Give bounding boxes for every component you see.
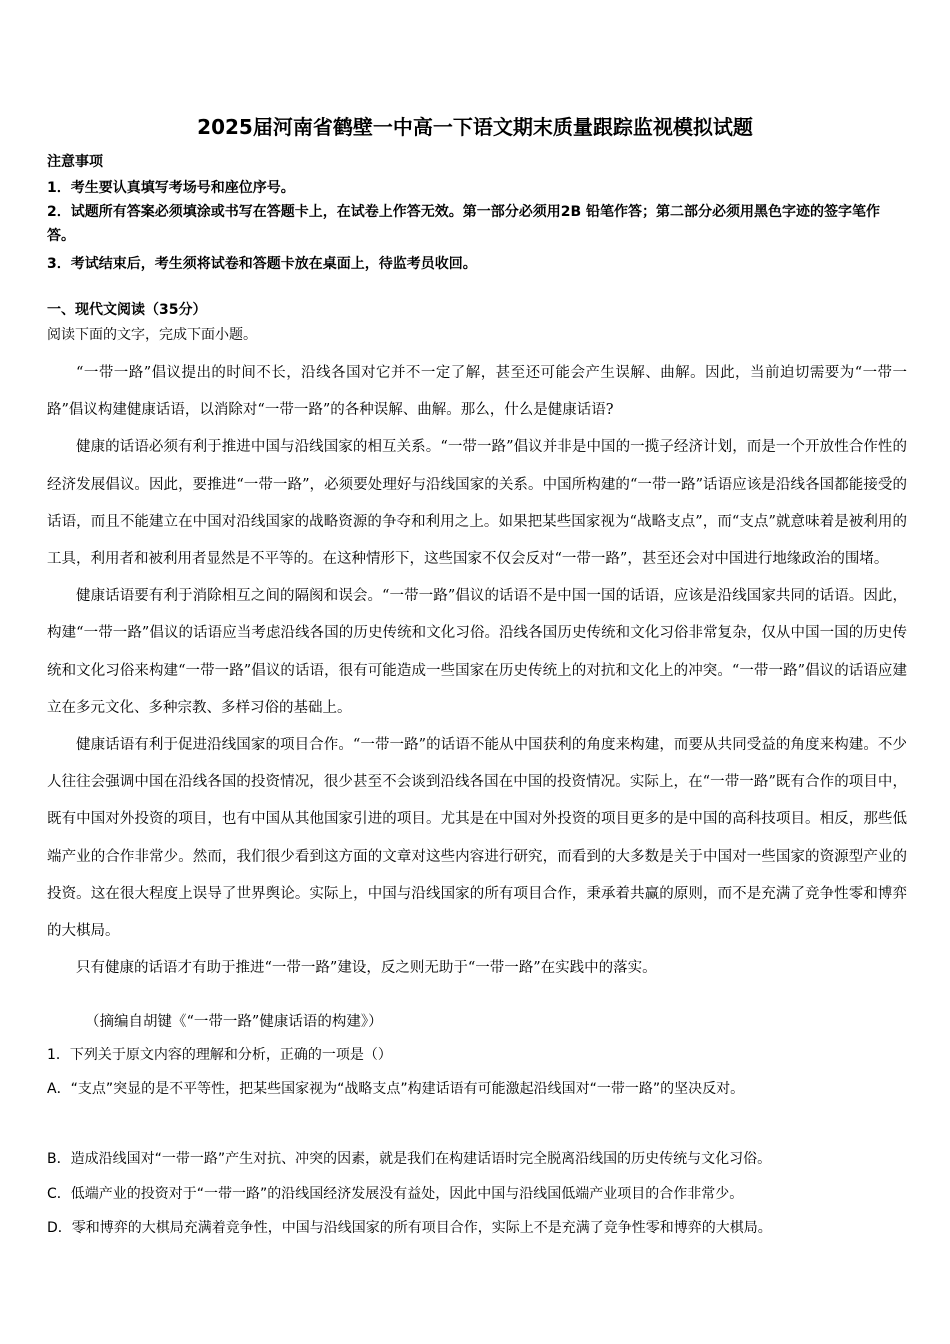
notice-item: 2．试题所有答案必须填涂或书写在答题卡上，在试卷上作答无效。第一部分必须用2B 铅笔作答；第二部分必须用黑色字迹的签字笔作答。 <box>47 204 881 244</box>
question-stem: 1．下列关于原文内容的理解和分析，正确的一项是（） <box>47 1047 392 1063</box>
section-heading: 一、现代文阅读（35分） <box>47 302 207 318</box>
passage-paragraph: 健康话语要有利于消除相互之间的隔阂和误会。“一带一路”倡议的话语不是中国一国的话语，应该是沿线国家共同的话语。因此，构建“一带一路”倡议的话语应当考虑沿线各国的历史传统和文化习俗。沿线各国历史传统和文化习俗非常复杂，仅从中国一国的历史传统和文化习俗来构建“一带一路”倡议的话语，很有可能造成一些国家在历史传统上的对抗和文化上的冲突。“一带一路”倡议的话语应建立在多元文化、多种宗教、多样习俗的基础上。 <box>47 588 907 716</box>
question-option-d: D．零和博弈的大棋局充满着竞争性，中国与沿线国家的所有项目合作，实际上不是充满了竞争性零和博弈的大棋局。 <box>47 1220 772 1236</box>
passage-paragraph: 只有健康的话语才有助于推进“一带一路”建设，反之则无助于“一带一路”在实践中的落实。 <box>76 960 657 977</box>
question-option-a: A．“支点”突显的是不平等性，把某些国家视为“战略支点”构建话语有可能激起沿线国对“一带一路”的坚决反对。 <box>47 1081 745 1097</box>
passage-paragraph: 健康话语有利于促进沿线国家的项目合作。“一带一路”的话语不能从中国获利的角度来构建，而要从共同受益的角度来构建。不少人往往会强调中国在沿线各国的投资情况，很少甚至不会谈到沿线各国在中国的投资情况。实际上，在“一带一路”既有合作的项目中，既有中国对外投资的项目，也有中国从其他国家引进的项目。尤其是在中国对外投资的项目更多的是中国的高科技项目。相反，那些低端产业的合作非常少。然而，我们很少看到这方面的文章对这些内容进行研究，而看到的大多数是关于中国对一些国家的资源型产业的投资。这在很大程度上误导了世界舆论。实际上，中国与沿线国家的所有项目合作，秉承着共赢的原则，而不是充满了竞争性零和博弈的大棋局。 <box>47 737 907 940</box>
passage-paragraph: “一带一路”倡议提出的时间不长，沿线各国对它并不一定了解，甚至还可能会产生误解、曲解。因此，当前迫切需要为“一带一路”倡议构建健康话语，以消除对“一带一路”的各种误解、曲解。那么，什么是健康话语? <box>47 365 907 419</box>
notice-item: 3．考试结束后，考生须将试卷和答题卡放在桌面上，待监考员收回。 <box>47 256 477 272</box>
reading-passage <box>47 355 907 987</box>
question-option-b: B．造成沿线国对“一带一路”产生对抗、冲突的因素，就是我们在构建话语时完全脱离沿线国的历史传统与文化习俗。 <box>47 1151 772 1167</box>
page-title: 2025届河南省鹤壁一中高一下语文期末质量跟踪监视模拟试题 <box>197 115 753 139</box>
passage-paragraph: 健康的话语必须有利于推进中国与沿线国家的相互关系。“一带一路”倡议并非是中国的一揽子经济计划，而是一个开放性合作性的经济发展倡议。因此，要推进“一带一路”，必须要处理好与沿线国家的关系。中国所构建的“一带一路”话语应该是沿线各国都能接受的话语，而且不能建立在中国对沿线国家的战略资源的争夺和利用之上。如果把某些国家视为“战略支点”，而“支点”就意味着是被利用的工具，利用者和被利用者显然是不平等的。在这种情形下，这些国家不仅会反对“一带一路”，甚至还会对中国进行地缘政治的围堵。 <box>47 439 907 568</box>
notice-heading: 注意事项 <box>47 154 103 170</box>
question-option-c: C．低端产业的投资对于“一带一路”的沿线国经济发展没有益处，因此中国与沿线国低端产业项目的合作非常少。 <box>47 1186 744 1202</box>
passage-source: （摘编自胡键《“一带一路”健康话语的构建》） <box>85 1014 383 1030</box>
section-intro: 阅读下面的文字，完成下面小题。 <box>47 327 257 343</box>
notice-item: 1．考生要认真填写考场号和座位序号。 <box>47 180 295 196</box>
